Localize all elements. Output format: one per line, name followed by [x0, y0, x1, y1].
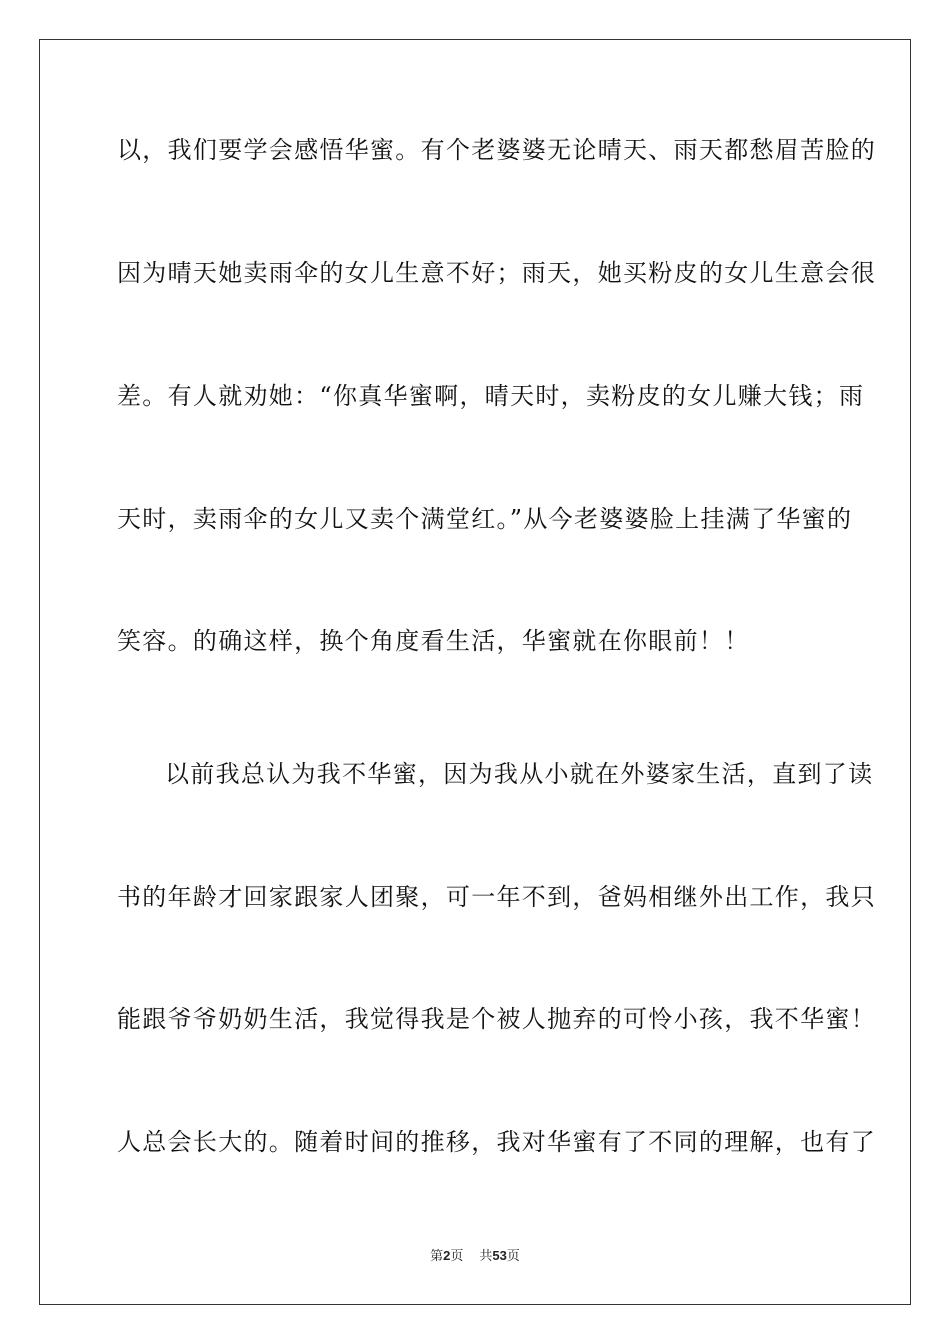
- paragraph-line: 能跟爷爷奶奶生活，我觉得我是个被人抛弃的可怜小孩，我不华蜜！: [117, 1005, 876, 1033]
- total-suffix: 页: [506, 1249, 520, 1264]
- paragraph-line: 书的年龄才回家跟家人团聚，可一年不到，爸妈相继外出工作，我只: [117, 883, 876, 911]
- paragraph-line: 以前我总认为我不华蜜，因为我从小就在外婆家生活，直到了读: [165, 760, 874, 788]
- paragraph-line: 笑容。的确这样，换个角度看生活，华蜜就在你眼前！！: [117, 627, 750, 655]
- paragraph-line: 天时，卖雨伞的女儿又卖个满堂红。”从今老婆婆脸上挂满了华蜜的: [117, 505, 853, 533]
- page-footer: [0, 1247, 950, 1266]
- paragraph-line: 差。有人就劝她：“你真华蜜啊，晴天时，卖粉皮的女儿赚大钱；雨: [117, 382, 865, 410]
- page-prefix: 第: [430, 1249, 444, 1264]
- page-number: 2: [443, 1248, 451, 1263]
- page-suffix: 页: [450, 1249, 464, 1264]
- paragraph-line: 人总会长大的。随着时间的推移，我对华蜜有了不同的理解，也有了: [117, 1128, 876, 1156]
- paragraph-line: 以，我们要学会感悟华蜜。有个老婆婆无论晴天、雨天都愁眉苦脸的: [117, 136, 876, 164]
- total-prefix: 共: [479, 1249, 493, 1264]
- total-pages: 53: [492, 1248, 507, 1263]
- paragraph-line: 因为晴天她卖雨伞的女儿生意不好；雨天，她买粉皮的女儿生意会很: [117, 259, 876, 287]
- page-frame: [39, 39, 911, 1305]
